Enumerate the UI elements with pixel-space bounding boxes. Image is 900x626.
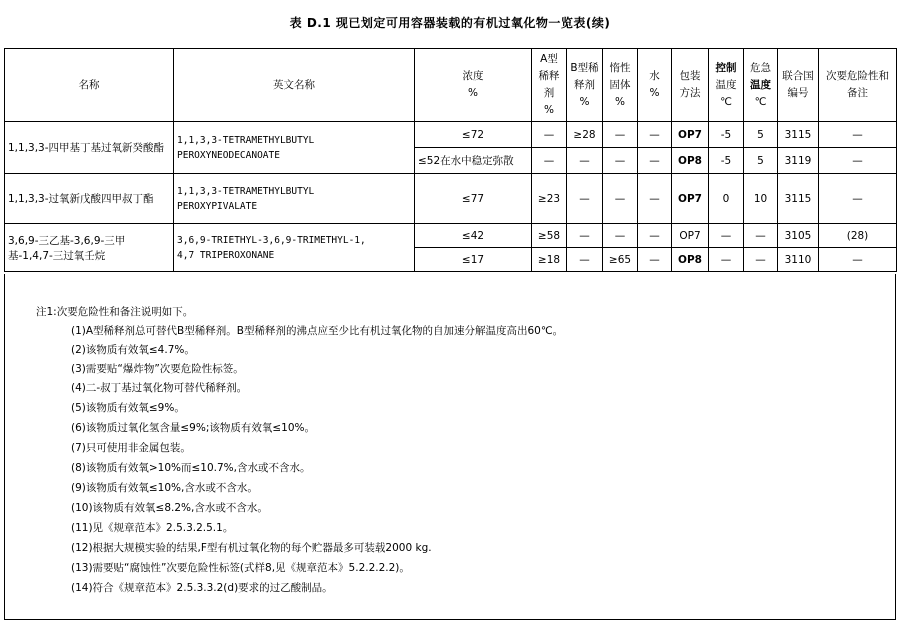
note-item: (2)该物质有效氧≤4.7%。 <box>71 344 195 356</box>
header-diluent-b <box>567 49 603 122</box>
note-item: (12)根据大规模实验的结果,F型有机过氧化物的每个贮器最多可装载2000 kg. <box>71 542 432 554</box>
note-item: (9)该物质有效氧≤10%,含水或不含水。 <box>71 482 258 494</box>
note-item: (10)该物质有效氧≤8.2%,含水或不含水。 <box>71 502 268 514</box>
notes-heading: 注1:次要危险性和备注说明如下。 <box>36 306 194 318</box>
cell-english-name <box>174 122 415 174</box>
cell-english-line1: 1,1,3,3-TETRAMETHYLBUTYL <box>177 134 315 146</box>
cell-inert: — <box>603 174 638 224</box>
header-row <box>5 49 897 122</box>
header-danger-temp-1: 危急 <box>750 61 771 74</box>
cell-control: -5 <box>709 148 744 174</box>
note-item: (7)只可使用非金属包装。 <box>71 442 191 454</box>
table-row <box>5 174 897 224</box>
header-english-name: 英文名称 <box>174 49 415 122</box>
header-diluent-b-unit: % <box>579 95 590 108</box>
cell-name: 1,1,3,3-过氧新戊酸四甲叔丁酯 <box>5 174 174 224</box>
cell-remarks: (28) <box>819 224 897 248</box>
cell-remarks: — <box>819 148 897 174</box>
cell-diluent-b: — <box>567 148 603 174</box>
header-remarks: 次要危险性和备注 <box>819 49 897 122</box>
header-diluent-a-unit: % <box>544 104 554 116</box>
cell-concentration: ≤52在水中稳定弥散 <box>415 148 532 174</box>
table-row <box>5 224 897 248</box>
cell-water: — <box>638 224 672 248</box>
cell-english-line2: 4,7 TRIPEROXONANE <box>177 249 275 261</box>
header-un-number: 联合国编号 <box>778 49 819 122</box>
cell-method: OP7 <box>672 174 709 224</box>
cell-control: 0 <box>709 174 744 224</box>
cell-danger: — <box>744 248 778 272</box>
cell-remarks: — <box>819 248 897 272</box>
header-water <box>638 49 672 122</box>
cell-inert: — <box>603 224 638 248</box>
header-inert-solid-unit: % <box>615 95 625 108</box>
cell-diluent-b: — <box>567 174 603 224</box>
cell-concentration: ≤72 <box>415 122 532 148</box>
note-item: (3)需要贴“爆炸物”次要危险性标签。 <box>71 363 244 375</box>
header-name: 名称 <box>5 49 174 122</box>
header-danger-temp <box>744 49 778 122</box>
header-control-temp-2: 温度 <box>715 78 737 91</box>
cell-english-line2: PEROXYNEODECANOATE <box>177 149 280 161</box>
cell-un: 3115 <box>778 122 819 148</box>
cell-name: 3,6,9-三乙基-3,6,9-三甲基-1,4,7-三过氧壬烷 <box>5 224 174 272</box>
note-item: (6)该物质过氧化氢含量≤9%;该物质有效氧≤10%。 <box>71 422 316 434</box>
cell-inert: — <box>603 122 638 148</box>
cell-diluent-a: ≥58 <box>532 224 567 248</box>
header-inert-solid <box>603 49 638 122</box>
cell-water: — <box>638 148 672 174</box>
cell-un: 3119 <box>778 148 819 174</box>
header-control-temp <box>709 49 744 122</box>
header-packing-method: 包装方法 <box>672 49 709 122</box>
cell-concentration: ≤17 <box>415 248 532 272</box>
note-item: (5)该物质有效氧≤9%。 <box>71 402 185 414</box>
note-item: (11)见《规章范本》2.5.3.2.5.1。 <box>71 522 234 534</box>
cell-water: — <box>638 248 672 272</box>
header-concentration-unit: % <box>468 87 478 99</box>
cell-diluent-a: — <box>532 122 567 148</box>
header-control-temp-unit: ℃ <box>720 95 732 108</box>
table-row <box>5 122 897 148</box>
header-water-label: 水 <box>649 70 660 82</box>
cell-remarks: — <box>819 174 897 224</box>
cell-concentration: ≤77 <box>415 174 532 224</box>
header-concentration <box>415 49 532 122</box>
cell-diluent-a: ≥18 <box>532 248 567 272</box>
cell-method: OP8 <box>672 148 709 174</box>
header-control-temp-1: 控制 <box>715 61 737 74</box>
cell-remarks: — <box>819 122 897 148</box>
cell-english-line1: 3,6,9-TRIETHYL-3,6,9-TRIMETHYL-1, <box>177 234 366 246</box>
cell-diluent-b: — <box>567 224 603 248</box>
cell-english-line2: PEROXYPIVALATE <box>177 200 258 212</box>
note-item: (8)该物质有效氧>10%而≤10.7%,含水或不含水。 <box>71 462 311 474</box>
note-item: (1)A型稀释剂总可替代B型稀释剂。B型稀释剂的沸点应至少比有机过氧化物的自加速分解温度高出60℃。 <box>71 325 564 337</box>
cell-diluent-b: ≥28 <box>567 122 603 148</box>
cell-english-name <box>174 224 415 272</box>
cell-danger: 10 <box>744 174 778 224</box>
peroxide-table <box>4 48 897 272</box>
header-danger-temp-2: 温度 <box>750 78 771 91</box>
cell-english-name <box>174 174 415 224</box>
notes-box <box>4 274 896 620</box>
cell-diluent-a: ≥23 <box>532 174 567 224</box>
table-title: 表 D.1 现已划定可用容器装载的有机过氧化物一览表(续) <box>289 16 611 30</box>
cell-diluent-b: — <box>567 248 603 272</box>
cell-control: — <box>709 224 744 248</box>
cell-un: 3115 <box>778 174 819 224</box>
header-danger-temp-unit: ℃ <box>754 95 767 108</box>
header-diluent-a-label: A型稀释剂 <box>538 53 560 99</box>
cell-inert: ≥65 <box>603 248 638 272</box>
cell-control: — <box>709 248 744 272</box>
cell-method: OP8 <box>672 248 709 272</box>
note-item: (4)二-叔丁基过氧化物可替代稀释剂。 <box>71 382 248 394</box>
cell-water: — <box>638 174 672 224</box>
cell-concentration: ≤42 <box>415 224 532 248</box>
note-item: (13)需要贴“腐蚀性”次要危险性标签(式样8,见《规章范本》5.2.2.2.2)。 <box>71 562 410 574</box>
cell-name: 1,1,3,3-四甲基丁基过氧新癸酸酯 <box>5 122 174 174</box>
note-item: (14)符合《规章范本》2.5.3.3.2(d)要求的过乙酸制品。 <box>71 582 333 594</box>
cell-method: OP7 <box>672 122 709 148</box>
header-water-unit: % <box>649 87 660 99</box>
cell-water: — <box>638 122 672 148</box>
cell-method: OP7 <box>672 224 709 248</box>
header-diluent-a <box>532 49 567 122</box>
cell-un: 3105 <box>778 224 819 248</box>
header-concentration-label: 浓度 <box>462 70 484 82</box>
cell-un: 3110 <box>778 248 819 272</box>
cell-english-line1: 1,1,3,3-TETRAMETHYLBUTYL <box>177 185 315 197</box>
cell-control: -5 <box>709 122 744 148</box>
cell-danger: — <box>744 224 778 248</box>
cell-danger: 5 <box>744 122 778 148</box>
header-inert-solid-label: 惰性固体 <box>609 61 631 91</box>
cell-diluent-a: — <box>532 148 567 174</box>
cell-inert: — <box>603 148 638 174</box>
cell-danger: 5 <box>744 148 778 174</box>
header-diluent-b-label: B型稀释剂 <box>570 61 599 91</box>
